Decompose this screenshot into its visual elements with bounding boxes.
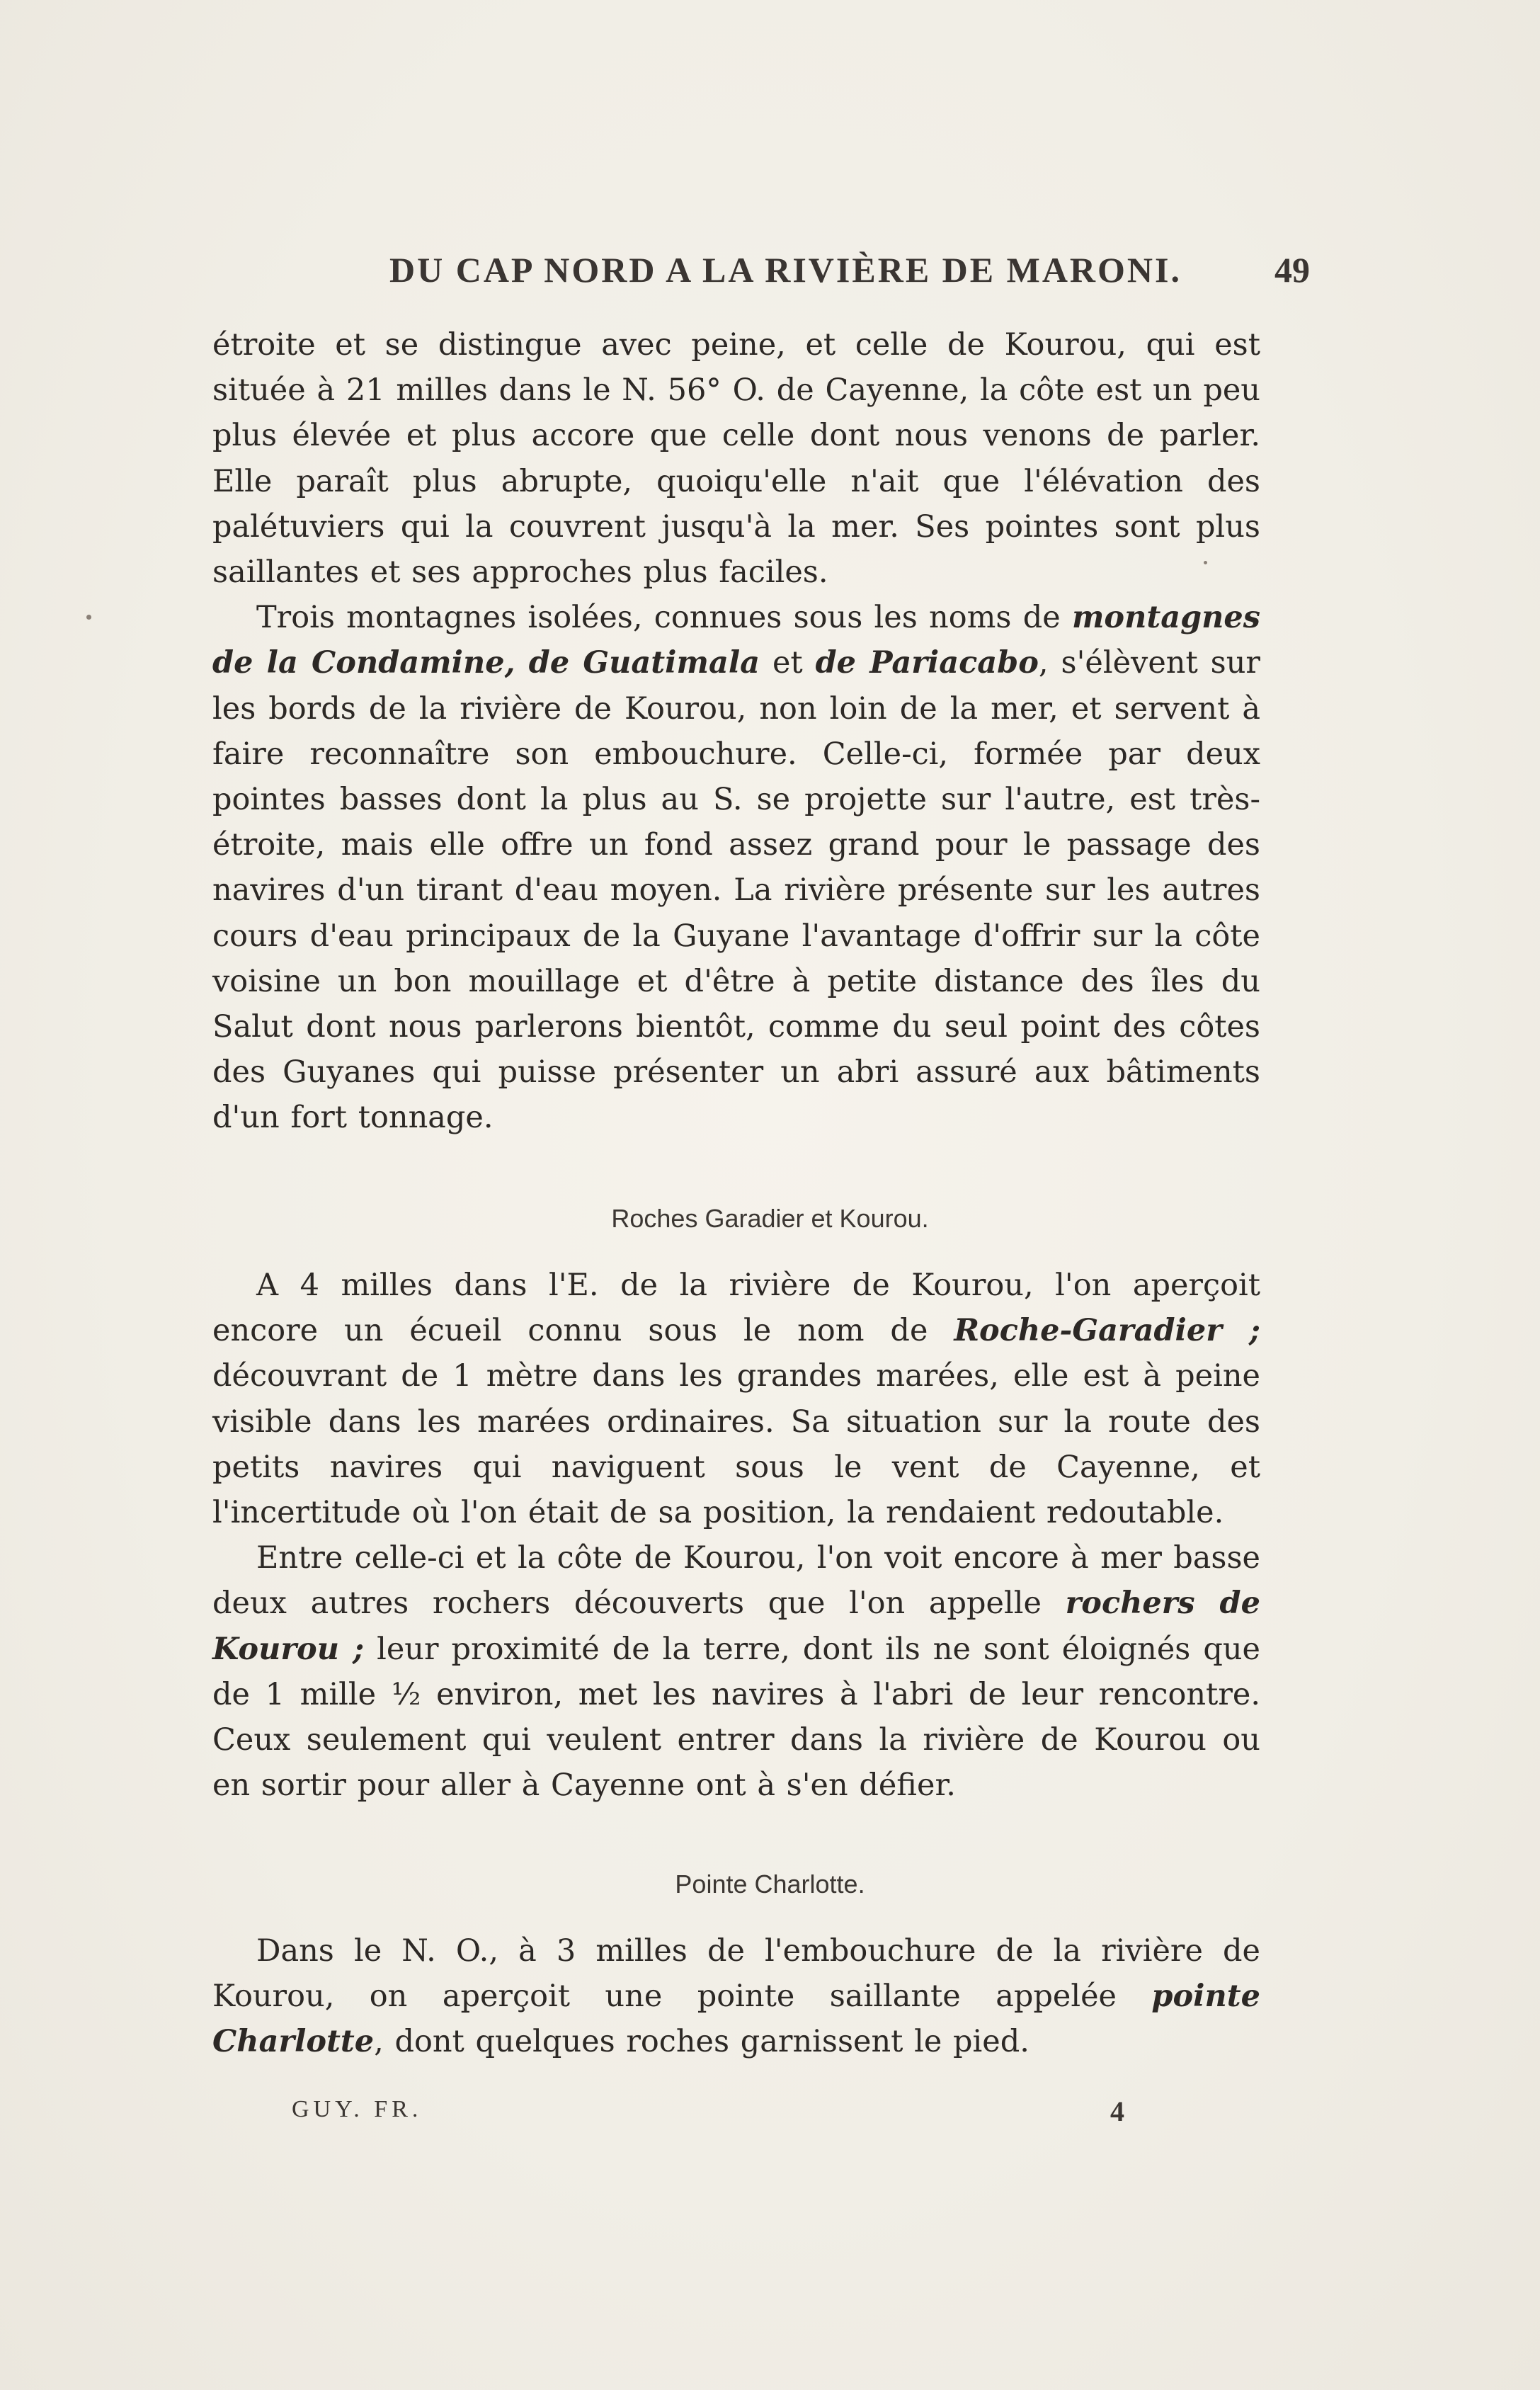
italic-term: de Pariacabo (815, 645, 1039, 681)
section-intro (212, 322, 1260, 1141)
paragraph (212, 1928, 1260, 2065)
text-run: Trois montagnes isolées, connues sous les noms de (256, 600, 1072, 636)
paper-speck (86, 615, 91, 620)
sheet-number: 4 (1110, 2095, 1124, 2127)
italic-term: montagnes de la Condamine, de Guatimala (212, 600, 1260, 681)
section-roches-garadier (212, 1263, 1260, 1808)
page-number: 49 (1274, 250, 1310, 290)
italic-term: pointe Charlotte (212, 1979, 1260, 2060)
paragraph (212, 1535, 1260, 1808)
section-pointe-charlotte (212, 1928, 1260, 2065)
paragraph (212, 1263, 1260, 1535)
text-run: Dans le N. O., à 3 milles de l'embouchure de la rivière de Kourou, on aperçoit une pointe saillante appelée (212, 1933, 1260, 2015)
italic-term: Roche-Garadier ; (954, 1313, 1260, 1349)
section-heading-roches-garadier: Roches Garadier et Kourou. (611, 1204, 929, 1233)
text-run: , dont quelques roches garnissent le pied. (374, 2024, 1029, 2060)
paper-speck (1204, 561, 1207, 564)
text-run: , s'élèvent sur les bords de la rivière de Kourou, non loin de la mer, et servent à faire reconnaître son embouchure. Celle-ci, formée par deux pointes basses dont la plus au S. se projette sur l'autre, est très-étroite, mais elle offre un fond assez grand pour le passage des navires d'un tirant d'eau moyen. La rivière présente sur les autres cours d'eau principaux de la Guyane l'avantage d'offrir sur la côte voisine un bon mouillage et d'être à petite distance des îles du Salut dont nous parlerons bientôt, comme du seul point des côtes des Guyanes qui puisse présenter un abri assuré aux bâtiments d'un fort tonnage. (212, 645, 1260, 1136)
text-run: découvrant de 1 mètre dans les grandes marées, elle est à peine visible dans les marées ordinaires. Sa situation sur la route des petits navires qui naviguent sous le vent de Cayenne, et l'incertitude où l'on était de sa position, la rendaient redoutable. (212, 1358, 1260, 1531)
paragraph (212, 322, 1260, 595)
text-run: leur proximité de la terre, dont ils ne sont éloignés que de 1 mille ½ environ, met les navires à l'abri de leur rencontre. Ceux seulement qui veulent entrer dans la rivière de Kourou ou en sortir pour aller à Cayenne ont à s'en défier. (212, 1631, 1260, 1804)
text-run: A 4 milles dans l'E. de la rivière de Kourou, l'on aperçoit encore un écueil connu sous le nom de (212, 1268, 1260, 1349)
signature-mark: GUY. FR. (292, 2096, 423, 2122)
page-header (219, 249, 1310, 299)
running-head: DU CAP NORD A LA RIVIÈRE DE MARONI. (389, 250, 1182, 290)
italic-term: rochers de Kourou ; (212, 1586, 1260, 1667)
section-heading-pointe-charlotte: Pointe Charlotte. (675, 1870, 865, 1899)
text-run: et (760, 645, 816, 681)
text-run: étroite et se distingue avec peine, et celle de Kourou, qui est située à 21 milles dans le N. 56° O. de Cayenne, la côte est un peu plus élevée et plus accore que celle dont nous venons de parler. Elle paraît plus abrupte, quoiqu'elle n'ait que l'élévation des palétuviers qui la couvrent jusqu'à la mer. Ses pointes sont plus saillantes et ses approches plus faciles. (212, 327, 1260, 591)
text-run: Entre celle-ci et la côte de Kourou, l'on voit encore à mer basse deux autres rochers découverts que l'on appelle (212, 1540, 1260, 1622)
paragraph (212, 595, 1260, 1140)
